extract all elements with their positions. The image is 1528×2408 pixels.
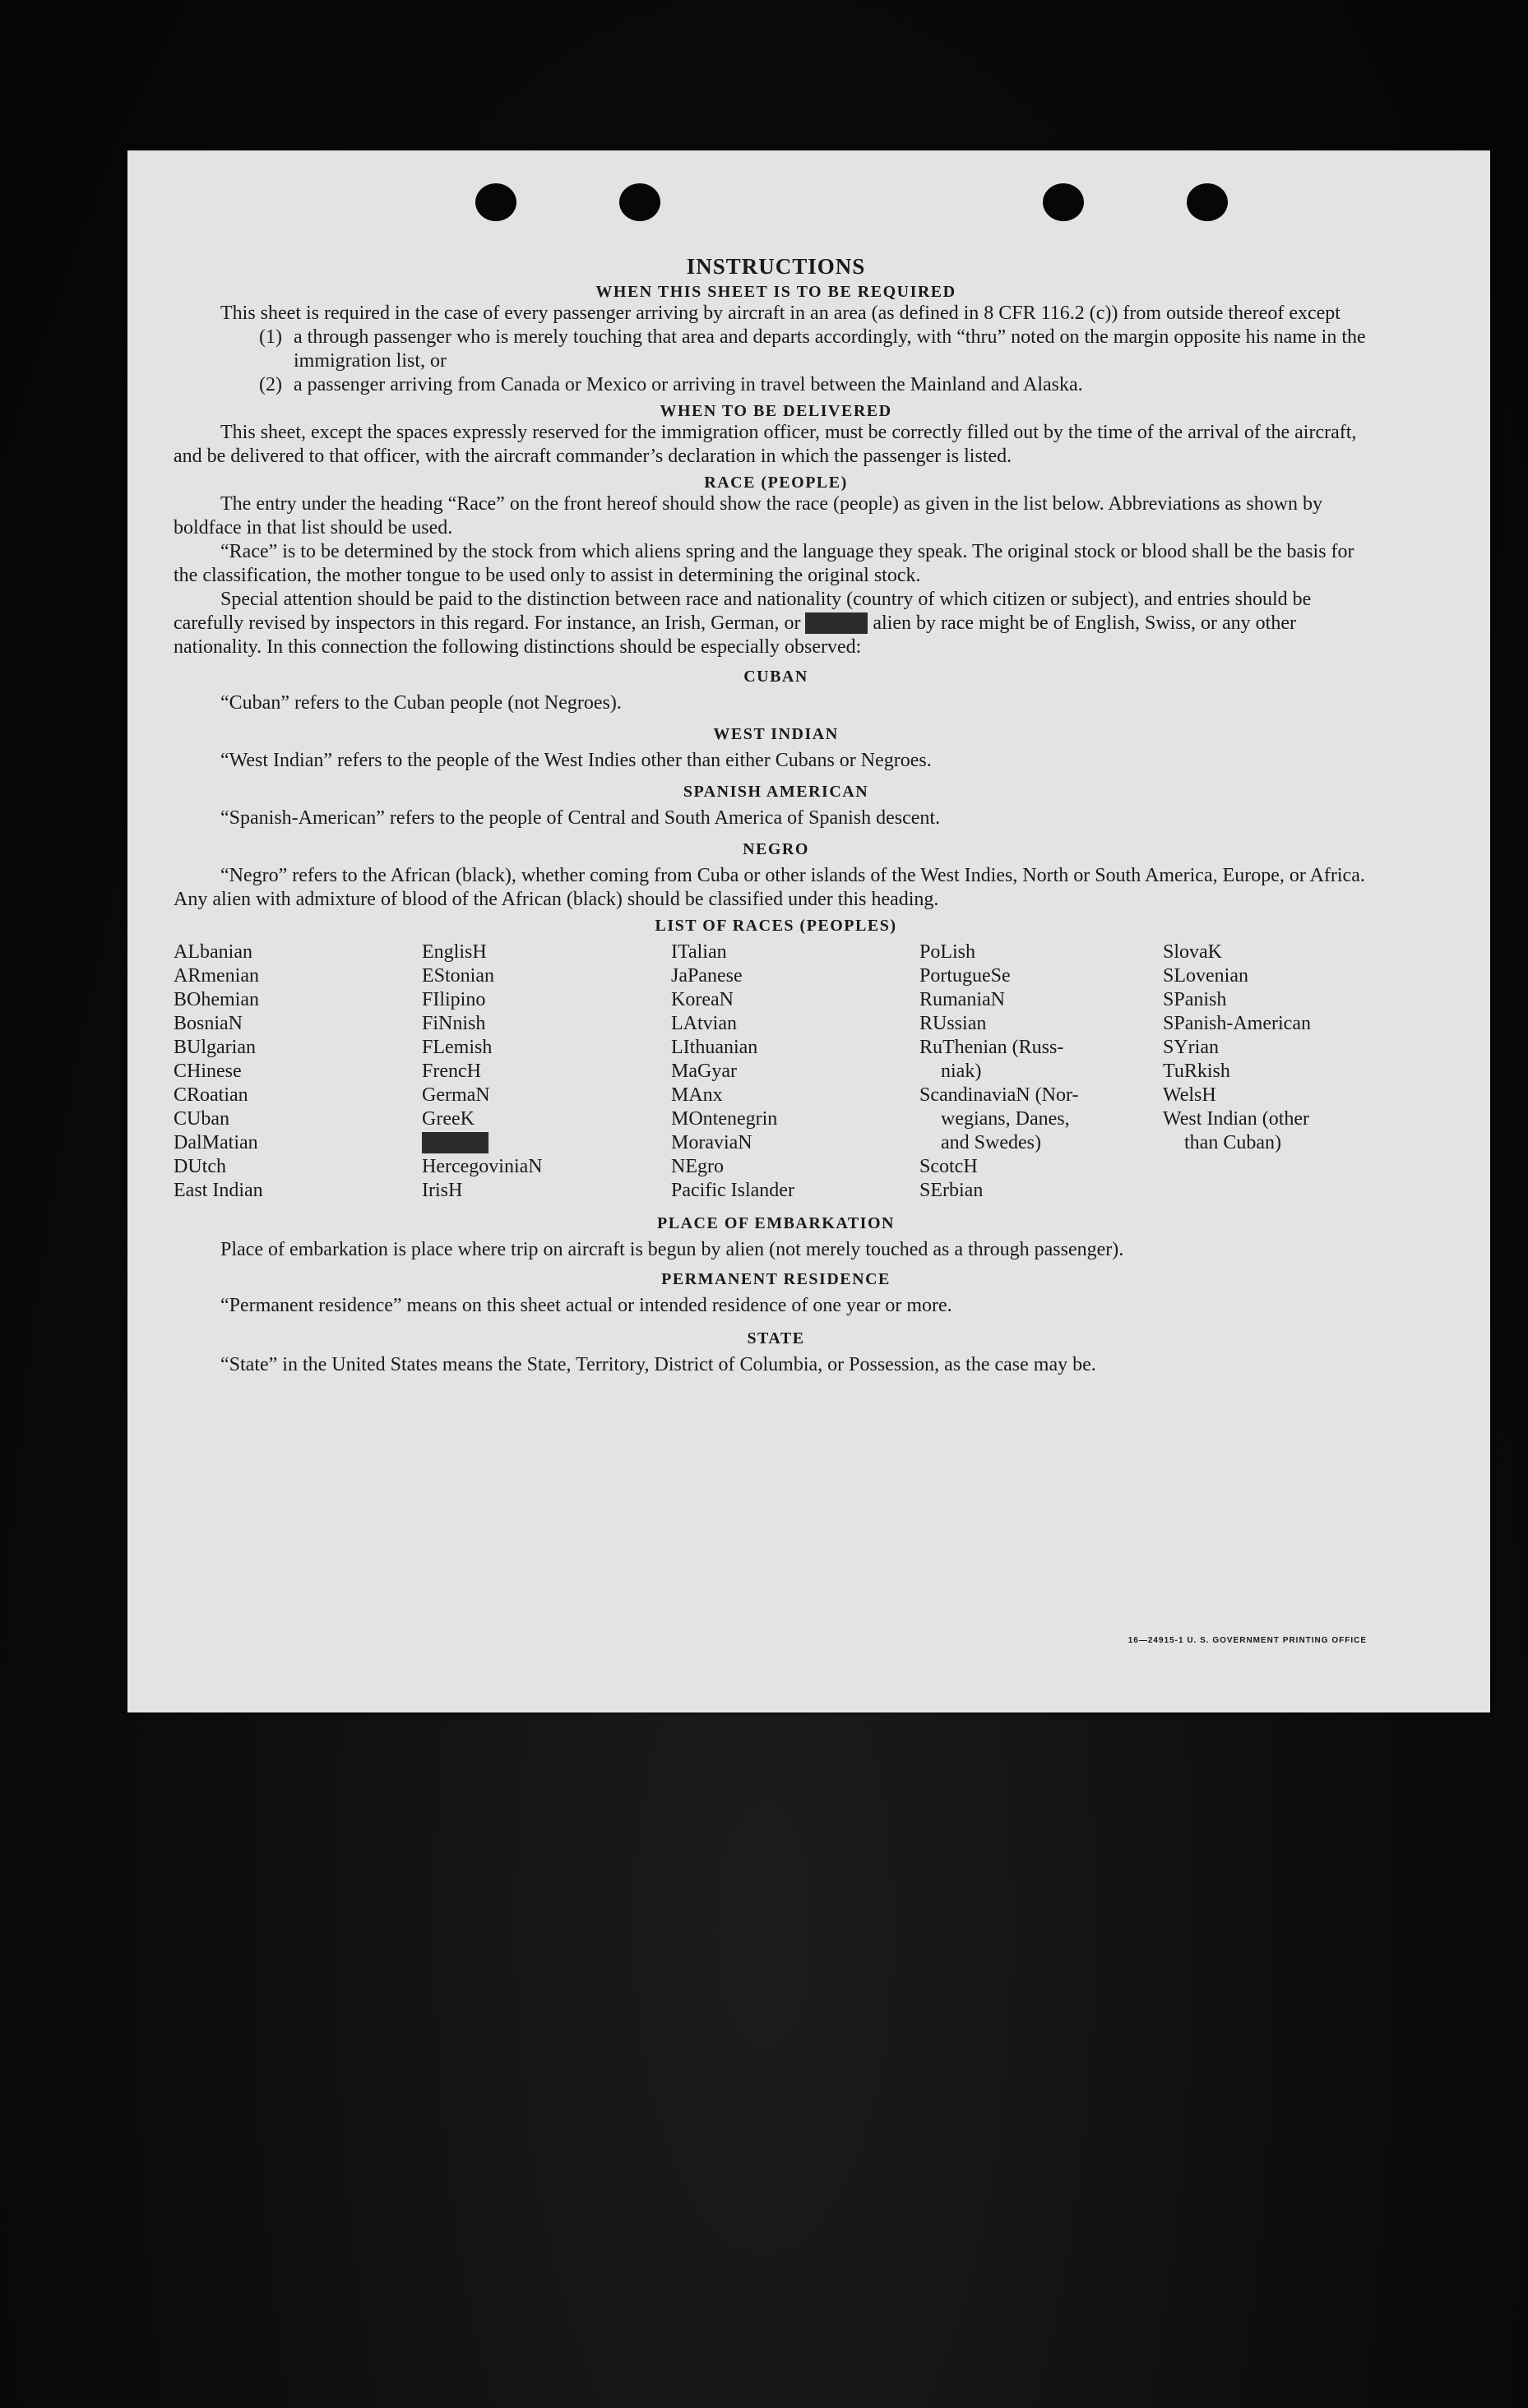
list-item: MaGyar	[671, 1061, 737, 1082]
page-title: INSTRUCTIONS	[686, 254, 866, 279]
heading-race: RACE (PEOPLE)	[704, 474, 848, 492]
list-item: ARmenian	[174, 965, 259, 987]
races-column-3	[671, 941, 919, 1203]
race-paragraph-3: Special attention should be paid to the distinction between race and nationality (country of which citizen or subject), and entries should be carefully revised by inspectors in this regard. For instance, an Irish, German, or Hebrew alien by race might be of English, Swiss, or any other nationality. In this connection the following distinctions should be especially observed:	[174, 589, 1312, 658]
instructions-body	[174, 249, 1378, 1377]
printer-code: 16—24915-1 U. S. GOVERNMENT PRINTING OFFICE	[1127, 1636, 1367, 1645]
list-item: NEgro	[671, 1156, 724, 1177]
races-column-1	[174, 941, 422, 1203]
list-item: Pacific Islander	[671, 1180, 794, 1201]
negro-text: “Negro” refers to the African (black), whether coming from Cuba or other islands of the West Indies, North or South America, Europe, or Africa. Any alien with admixture of blood of the African (black) should be classified under this heading.	[174, 865, 1365, 910]
list-item: KoreaN	[671, 989, 734, 1010]
state-text: “State” in the United States means the State, Territory, District of Columbia, or Possession, as the case may be.	[220, 1354, 1096, 1375]
list-item: ScotcH	[919, 1156, 978, 1177]
embarkation-text: Place of embarkation is place where trip on aircraft is begun by alien (not merely touched as a through passenger).	[220, 1239, 1124, 1260]
spanish-american-text: “Spanish-American” refers to the people of Central and South America of Spanish descent.	[220, 807, 941, 829]
heading-state: STATE	[747, 1329, 805, 1347]
list-item: FiNnish	[422, 1013, 486, 1034]
list-item: SPanish-American	[1163, 1013, 1311, 1034]
list-item: RumaniaN	[919, 989, 1005, 1010]
list-item: BUlgarian	[174, 1037, 256, 1058]
list-item: SErbian	[919, 1180, 984, 1201]
list-item: and Swedes)	[941, 1132, 1041, 1153]
list-item: BOhemian	[174, 989, 259, 1010]
heading-negro: NEGRO	[743, 840, 809, 858]
list-item: MOntenegrin	[671, 1108, 778, 1130]
races-column-4	[919, 941, 1163, 1203]
document-sheet	[127, 150, 1490, 1712]
list-item: TuRkish	[1163, 1061, 1230, 1082]
list-item: DUtch	[174, 1156, 226, 1177]
list-item: CHinese	[174, 1061, 242, 1082]
list-item: BosniaN	[174, 1013, 243, 1034]
heading-embarkation: PLACE OF EMBARKATION	[657, 1214, 895, 1232]
list-item: (2) a passenger arriving from Canada or Mexico or arriving in travel between the Mainland and Alaska.	[259, 374, 1083, 395]
list-item: PoLish	[919, 941, 976, 963]
list-item: East Indian	[174, 1180, 263, 1201]
punch-hole	[1187, 183, 1228, 221]
list-item	[422, 1131, 671, 1155]
list-item: niak)	[941, 1061, 982, 1082]
heading-west-indian: WEST INDIAN	[713, 725, 839, 743]
list-item: FIlipino	[422, 989, 486, 1010]
heading-spanish-american: SPANISH AMERICAN	[683, 783, 869, 801]
list-item: MoraviaN	[671, 1132, 752, 1153]
list-item: CRoatian	[174, 1084, 248, 1106]
list-item: SLovenian	[1163, 965, 1248, 987]
races-column-5	[1163, 941, 1377, 1203]
list-item: WelsH	[1163, 1084, 1216, 1106]
races-column-2	[422, 941, 671, 1203]
list-item: IrisH	[422, 1180, 463, 1201]
list-item: RUssian	[919, 1013, 987, 1034]
list-item: EStonian	[422, 965, 494, 987]
list-item: than Cuban)	[1184, 1132, 1281, 1153]
list-item: ALbanian	[174, 941, 252, 963]
list-item: LAtvian	[671, 1013, 737, 1034]
heading-permanent-residence: PERMANENT RESIDENCE	[661, 1270, 891, 1288]
when-required-intro: This sheet is required in the case of every passenger arriving by aircraft in an area (as defined in 8 CFR 116.2 (c)) from outside thereof except	[220, 303, 1340, 324]
race-paragraph-1: The entry under the heading “Race” on the front hereof should show the race (people) as given in the list below. Abbreviations as shown by boldface in that list should be used.	[174, 493, 1323, 538]
struck-word: Hebrew	[805, 612, 868, 634]
list-item: FLemish	[422, 1037, 493, 1058]
list-item: SlovaK	[1163, 941, 1222, 963]
residence-text: “Permanent residence” means on this sheet actual or intended residence of one year or more.	[220, 1295, 952, 1316]
list-item: SYrian	[1163, 1037, 1219, 1058]
punch-hole	[1043, 183, 1084, 221]
cuban-text: “Cuban” refers to the Cuban people (not Negroes).	[220, 692, 622, 714]
list-item: ITalian	[671, 941, 727, 963]
heading-list-of-races: LIST OF RACES (PEOPLES)	[655, 917, 897, 935]
struck-word: HebreW	[422, 1132, 489, 1153]
races-table	[174, 941, 1378, 1203]
list-item: DalMatian	[174, 1132, 258, 1153]
list-item: (1) a through passenger who is merely touching that area and departs accordingly, with “thru” noted on the margin opposite his name in the immigration list, or	[259, 326, 1366, 372]
list-item: West Indian (other	[1163, 1108, 1310, 1130]
race-paragraph-2: “Race” is to be determined by the stock from which aliens spring and the language they speak. The original stock or blood shall be the basis for the classification, the mother tongue to be used only to assist in determining the original stock.	[174, 541, 1354, 586]
list-item: GreeK	[422, 1108, 475, 1130]
list-item: CUban	[174, 1108, 229, 1130]
heading-when-required: WHEN THIS SHEET IS TO BE REQUIRED	[595, 283, 956, 301]
list-item: FrencH	[422, 1061, 481, 1082]
list-item: MAnx	[671, 1084, 723, 1106]
list-item: RuThenian (Russ-	[919, 1037, 1064, 1058]
list-item: EnglisH	[422, 941, 487, 963]
list-item: JaPanese	[671, 965, 743, 987]
when-delivered-text: This sheet, except the spaces expressly reserved for the immigration officer, must be correctly filled out by the time of the arrival of the aircraft, and be delivered to that officer, with the aircraft commander’s declaration in which the passenger is listed.	[174, 422, 1357, 467]
list-item: LIthuanian	[671, 1037, 758, 1058]
punch-hole	[619, 183, 660, 221]
list-item: PortugueSe	[919, 965, 1011, 987]
west-indian-text: “West Indian” refers to the people of the West Indies other than either Cubans or Negroes.	[220, 750, 932, 771]
heading-cuban: CUBAN	[743, 668, 808, 686]
list-item: ScandinaviaN (Nor-	[919, 1084, 1079, 1106]
punch-hole	[475, 183, 516, 221]
list-item: GermaN	[422, 1084, 490, 1106]
list-item: HercegoviniaN	[422, 1156, 543, 1177]
heading-when-delivered: WHEN TO BE DELIVERED	[660, 402, 892, 420]
list-item: SPanish	[1163, 989, 1227, 1010]
list-item: wegians, Danes,	[941, 1108, 1070, 1130]
